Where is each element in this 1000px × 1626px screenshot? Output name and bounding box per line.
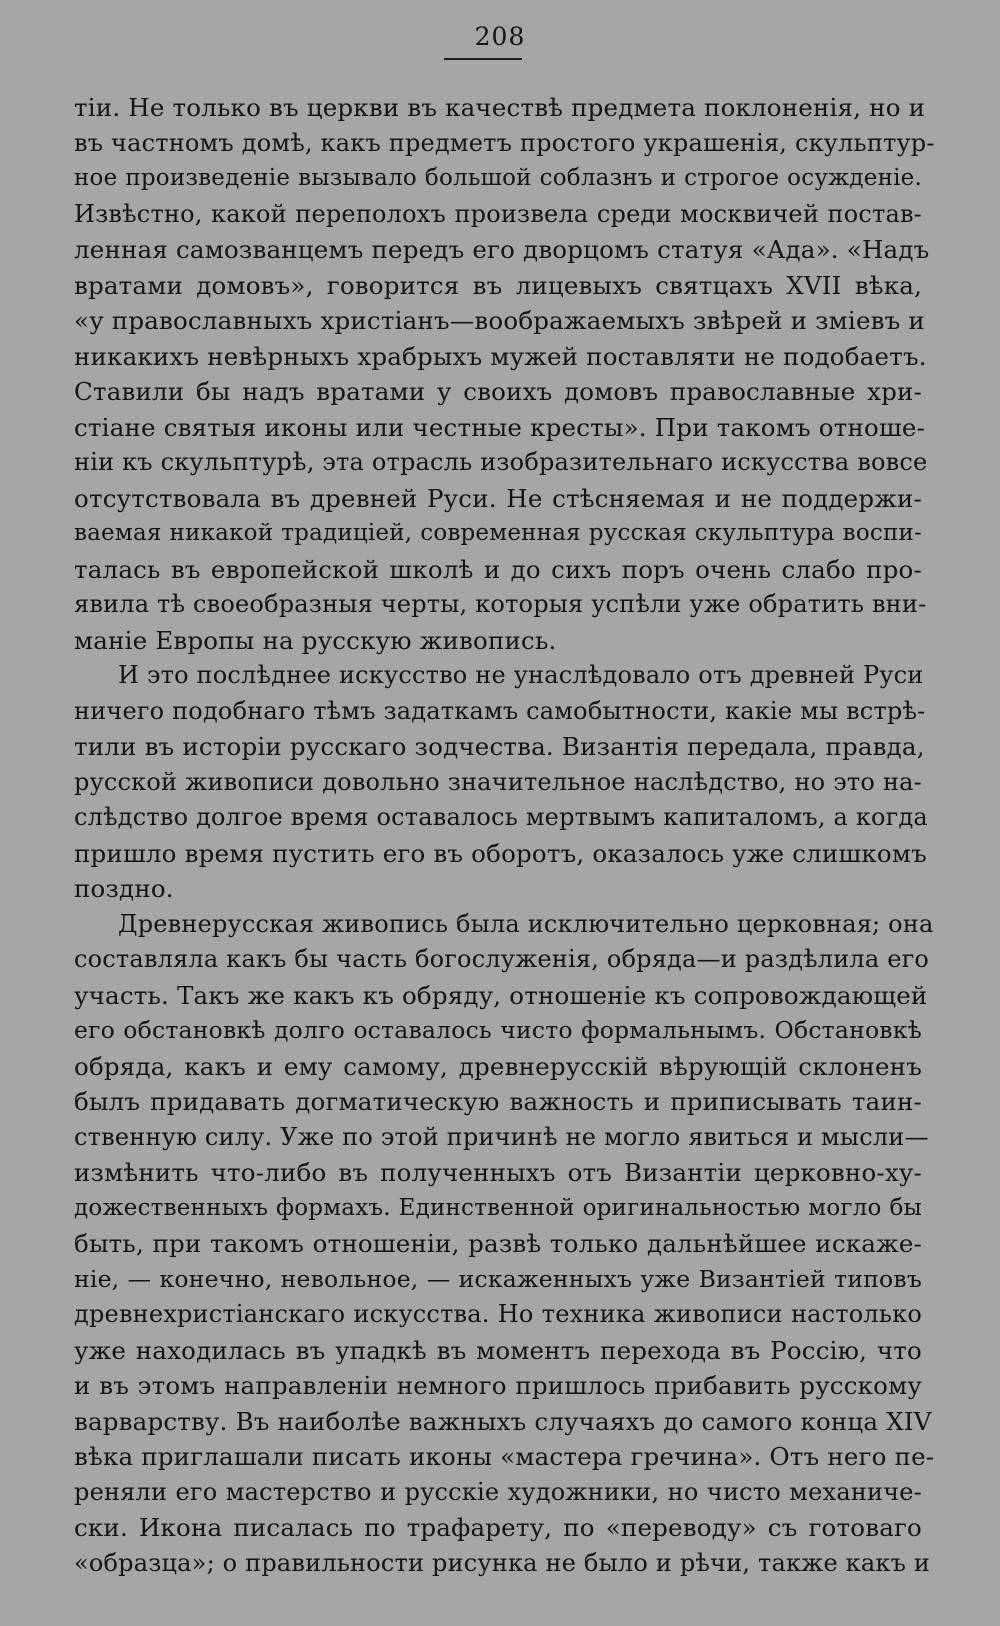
text-line: ваемая никакой традицiей, современная русская скульптура воспи- — [74, 520, 922, 546]
text-line: составляла какъ бы часть богослуженiя, обряда—и раздѣлила его — [74, 945, 930, 973]
text-line: ное произведенiе вызывало большой соблазнъ и строгое осужденiе. — [74, 165, 922, 191]
text-line: «образца»; о правильности рисунка не было и рѣчи, также какъ и — [74, 1548, 931, 1577]
text-line: вратами домовъ», говорится въ лицевыхъ святцахъ XVII вѣка, — [74, 270, 922, 300]
text-line: нiи къ скульптурѣ, эта отрасль изобразительнаго искусства вовсе — [74, 448, 928, 476]
text-line: Древнерусская живопись была исключительно церковная; она — [118, 909, 934, 938]
page-number-rule — [444, 58, 522, 60]
text-line: манiе Европы на русскую живопись. — [74, 625, 557, 655]
text-line: талась въ европейской школѣ и до сихъ поръ очень слабо про- — [74, 554, 922, 584]
text-line: русской живописи довольно значительное наслѣдство, но это на- — [74, 767, 922, 796]
text-line: вѣка приглашали писать иконы «мастера гречина». Отъ него пе- — [74, 1442, 935, 1471]
text-line: ленная самозванцемъ передъ его дворцомъ статуя «Ада». «Надъ — [74, 235, 930, 264]
text-line: Ставили бы надъ вратами у своихъ домовъ православные хри- — [74, 377, 922, 406]
body-text — [74, 90, 935, 1581]
text-line: явила тѣ своеобразныя черты, которыя успѣли уже обратить вни- — [74, 590, 927, 618]
text-line: и въ этомъ направленiи немного пришлось прибавить русскому — [74, 1371, 922, 1400]
text-line: реняли его мастерство и русскiе художники, но чисто механиче- — [74, 1477, 922, 1506]
text-line: дожественныхъ формахъ. Единственной оригинальностью могло бы — [74, 1194, 922, 1221]
text-line: быть, при такомъ отношенiи, развѣ только дальнѣйшее искаже- — [74, 1229, 922, 1258]
text-line: слѣдство долгое время оставалось мертвымъ капиталомъ, а когда — [74, 803, 928, 831]
text-line: нiе, — конечно, невольное, — искаженныхъ уже Византiей типовъ — [74, 1264, 922, 1293]
text-line: ски. Икона писалась по трафарету, по «переводу» съ готоваго — [74, 1513, 922, 1542]
text-line: И это послѣднее искусство не унаслѣдовало отъ древней Руси — [118, 661, 924, 689]
text-line: ственную силу. Уже по этой причинѣ не могло явиться и мысли— — [74, 1122, 929, 1151]
text-line: «у православныхъ христiанъ—воображаемыхъ звѣрей и змiевъ и — [74, 306, 925, 335]
text-line: обряда, какъ и ему самому, древнерусскiй вѣрующiй склоненъ — [74, 1051, 922, 1081]
text-line: стiане святыя иконы или честные кресты». При такомъ отноше- — [74, 412, 926, 442]
text-line: Извѣстно, какой переполохъ произвела среди москвичей постав- — [74, 199, 922, 228]
text-line: былъ придавать догматическую важность и приписывать таин- — [74, 1087, 922, 1116]
text-line: уже находилась въ упадкѣ въ моментъ перехода въ Россiю, что — [74, 1335, 922, 1365]
page-number: 208 — [474, 22, 526, 51]
text-line: пришло время пустить его въ оборотъ, оказалось уже слишкомъ — [74, 838, 927, 868]
text-line: тiи. Не только въ церкви въ качествѣ предмета поклоненiя, но и — [74, 93, 926, 122]
text-line: въ частномъ домѣ, какъ предметъ простого украшенiя, скульптур- — [74, 128, 935, 157]
text-line: поздно. — [74, 874, 174, 903]
text-line: варварству. Въ наиболѣе важныхъ случаяхъ до самого конца XIV — [74, 1406, 932, 1436]
text-line: тили въ исторiи русскаго зодчества. Византiя передала, правда, — [74, 732, 925, 761]
text-line: участь. Такъ же какъ къ обряду, отношенiе къ сопровождающей — [74, 980, 928, 1010]
text-line: его обстановкѣ долго оставалось чисто формальнымъ. Обстановкѣ — [74, 1016, 922, 1044]
text-line: ничего подобнаго тѣмъ задаткамъ самобытности, какiе мы встрѣ- — [74, 696, 926, 725]
text-line: измѣнить что-либо въ полученныхъ отъ Византiи церковно-ху- — [74, 1158, 922, 1187]
text-line: отсутствовала въ древней Руси. Не стѣсняемая и не поддержи- — [74, 483, 922, 513]
text-line: древнехристiанскаго искусства. Но техника живописи настолько — [74, 1300, 922, 1328]
text-line: никакихъ невѣрныхъ храбрыхъ мужей поставляти не подобаетъ. — [74, 341, 927, 371]
